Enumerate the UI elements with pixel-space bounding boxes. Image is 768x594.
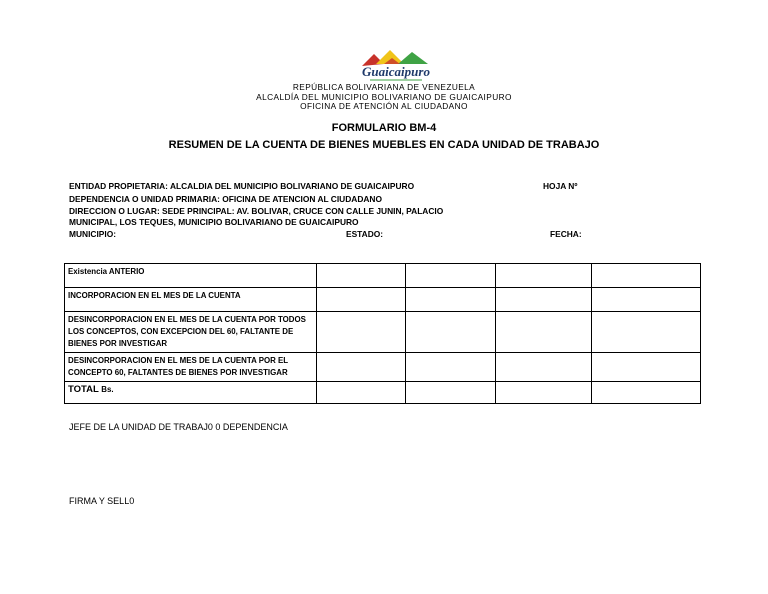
table-row	[65, 264, 701, 288]
entidad-propietaria: ENTIDAD PROPIETARIA: ALCALDIA DEL MUNICIPIO BOLIVARIANO DE GUAICAIPURO	[69, 181, 415, 191]
table-cell[interactable]	[496, 264, 592, 288]
table-cell[interactable]	[317, 312, 406, 353]
firma-sello-label: FIRMA Y SELL0	[69, 496, 135, 506]
table-cell[interactable]	[317, 353, 406, 382]
header-republica: REPÚBLICA BOLIVARIANA DE VENEZUELA	[292, 82, 476, 92]
table-cell[interactable]	[592, 312, 701, 353]
row-label-desincorporacion-todos	[65, 312, 317, 353]
table-cell[interactable]	[317, 382, 406, 404]
row-label-line: DESINCORPORACION EN EL MES DE LA CUENTA POR TODOS	[68, 315, 306, 324]
table-row	[65, 288, 701, 312]
row-label-incorporacion: INCORPORACION EN EL MES DE LA CUENTA	[65, 288, 317, 312]
direccion-line-2: MUNICIPAL, LOS TEQUES, MUNICIPIO BOLIVARIANO DE GUAICAIPURO	[69, 217, 359, 227]
row-label-line: LOS CONCEPTOS, CON EXCEPCION DEL 60, FALTANTE DE	[68, 327, 294, 336]
direccion-line-1: DIRECCION O LUGAR: SEDE PRINCIPAL: AV. BOLIVAR, CRUCE CON CALLE JUNIN, PALACIO	[69, 206, 444, 216]
table-cell[interactable]	[406, 353, 496, 382]
table-row	[65, 353, 701, 382]
table-cell[interactable]	[496, 288, 592, 312]
table-cell[interactable]	[592, 288, 701, 312]
table-row	[65, 312, 701, 353]
row-label-line: CONCEPTO 60, FALTANTES DE BIENES POR INVESTIGAR	[68, 368, 288, 377]
summary-table	[64, 263, 701, 404]
table-cell[interactable]	[406, 382, 496, 404]
table-cell[interactable]	[496, 382, 592, 404]
table-cell[interactable]	[592, 382, 701, 404]
municipio-label: MUNICIPIO:	[69, 229, 116, 239]
row-label-line: DESINCORPORACION EN EL MES DE LA CUENTA POR EL	[68, 356, 289, 365]
table-cell[interactable]	[496, 312, 592, 353]
row-label-total	[65, 382, 317, 404]
row-label-line: BIENES POR INVESTIGAR	[68, 339, 168, 348]
total-unit: Bs.	[101, 385, 114, 394]
table-cell[interactable]	[406, 264, 496, 288]
row-label-desincorporacion-60	[65, 353, 317, 382]
table-cell[interactable]	[406, 312, 496, 353]
estado-label: ESTADO:	[346, 229, 384, 239]
fecha-label: FECHA:	[550, 229, 582, 239]
form-code: FORMULARIO BM-4	[331, 122, 437, 134]
header-alcaldia: ALCALDÍA DEL MUNICIPIO BOLIVARIANO DE GUAICAIPURO	[256, 92, 512, 102]
total-label: TOTAL	[68, 384, 99, 395]
table-cell[interactable]	[592, 353, 701, 382]
table-cell[interactable]	[592, 264, 701, 288]
table-cell[interactable]	[406, 288, 496, 312]
jefe-unidad-label: JEFE DE LA UNIDAD DE TRABAJ0 0 DEPENDENCIA	[69, 422, 288, 432]
form-title: RESUMEN DE LA CUENTA DE BIENES MUEBLES EN CADA UNIDAD DE TRABAJO	[168, 139, 600, 151]
guaicaipuro-logo	[356, 46, 436, 86]
header-oficina: OFICINA DE ATENCIÓN AL CIUDADANO	[300, 101, 468, 111]
table-row	[65, 382, 701, 404]
dependencia: DEPENDENCIA O UNIDAD PRIMARIA: OFICINA DE ATENCION AL CIUDADANO	[69, 194, 382, 204]
table-cell[interactable]	[317, 288, 406, 312]
hoja-numero: HOJA Nº	[543, 181, 578, 191]
svg-text:Guaicaipuro: Guaicaipuro	[362, 64, 430, 79]
table-cell[interactable]	[496, 353, 592, 382]
row-label-existencia: Existencia ANTERIO	[65, 264, 317, 288]
table-cell[interactable]	[317, 264, 406, 288]
